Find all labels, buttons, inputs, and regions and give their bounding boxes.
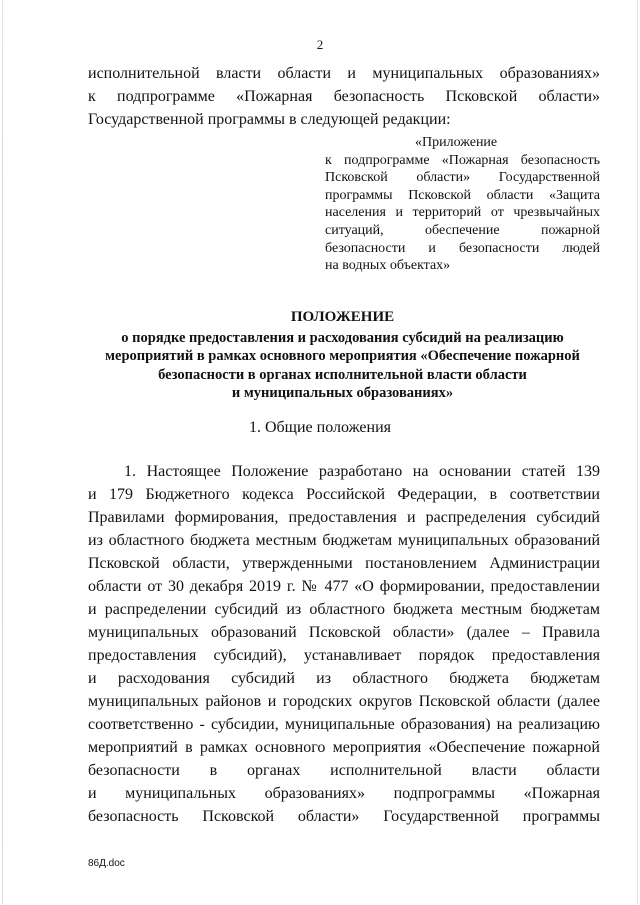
title-main: ПОЛОЖЕНИЕ: [290, 309, 395, 325]
intro-line: к подпрограмме «Пожарная безопасность Псковской области»: [88, 88, 600, 105]
body-line: предоставления субсидий), устанавливает порядок предоставления: [88, 647, 600, 664]
body-line: муниципальных образований Псковской области» (далее – Правила: [88, 624, 600, 641]
page-number: 2: [316, 37, 324, 52]
body-line: безопасности в органах исполнительной власти области: [88, 762, 600, 779]
scan-edge-left: [2, 0, 3, 905]
intro-line: Государственной программы в следующей редакции:: [88, 111, 451, 128]
intro-line: исполнительной власти области и муниципальных образованиях»: [88, 65, 600, 82]
appendix-line: «Приложение: [415, 135, 498, 150]
body-line: Правилами формирования, предоставления и распределения субсидий: [88, 509, 600, 526]
body-line: области от 30 декабря 2019 г. № 477 «О формировании, предоставлении: [88, 578, 600, 595]
appendix-line: безопасности и безопасности людей: [325, 240, 600, 256]
appendix-line: к подпрограмме «Пожарная безопасность: [325, 152, 600, 168]
body-line: 1. Настоящее Положение разработано на основании статей 139: [124, 463, 600, 480]
title-line: и муниципальных образованиях»: [231, 385, 454, 401]
intro-paragraph: [88, 62, 600, 131]
appendix-line: Псковской области» Государственной: [325, 170, 600, 186]
appendix-line: программы Псковской области «Защита: [325, 187, 600, 203]
body-line: мероприятий в рамках основного мероприятия «Обеспечение пожарной: [88, 739, 600, 756]
body-line: Псковской области, утвержденными постановлением Администрации: [88, 555, 600, 572]
appendix-line: ситуаций, обеспечение пожарной: [325, 222, 600, 238]
body-line: и расходования субсидий из областного бюджета бюджетам: [88, 670, 600, 687]
body-line: из областного бюджета местным бюджетам муниципальных образований: [88, 532, 600, 549]
body-line: и распределении субсидий из областного бюджета местным бюджетам: [88, 601, 600, 618]
body-paragraph: [88, 460, 600, 828]
title-line: безопасности в органах исполнительной власти области: [158, 366, 527, 383]
section-heading: 1. Общие положения: [248, 419, 392, 436]
title-line: о порядке предоставления и расходования субсидий на реализацию: [121, 329, 564, 346]
appendix-line: на водных объектах»: [325, 258, 451, 274]
appendix-line: населения и территорий от чрезвычайных: [325, 205, 600, 221]
file-name-footer: 86Д.doc: [88, 858, 125, 869]
body-line: и 179 Бюджетного кодекса Российской Федерации, в соответствии: [88, 486, 600, 503]
appendix-note: [325, 134, 600, 275]
body-line: и муниципальных образованиях» подпрограммы «Пожарная: [88, 785, 600, 802]
document-title: [80, 308, 605, 403]
body-line: соответственно - субсидии, муниципальные образования) на реализацию: [88, 716, 600, 733]
body-line: муниципальных районов и городских округов Псковской области (далее: [88, 693, 600, 710]
scan-edge-right: [637, 0, 638, 905]
body-line: безопасность Псковской области» Государственной программы: [88, 808, 600, 825]
title-line: мероприятий в рамках основного мероприятия «Обеспечение пожарной: [105, 348, 580, 364]
